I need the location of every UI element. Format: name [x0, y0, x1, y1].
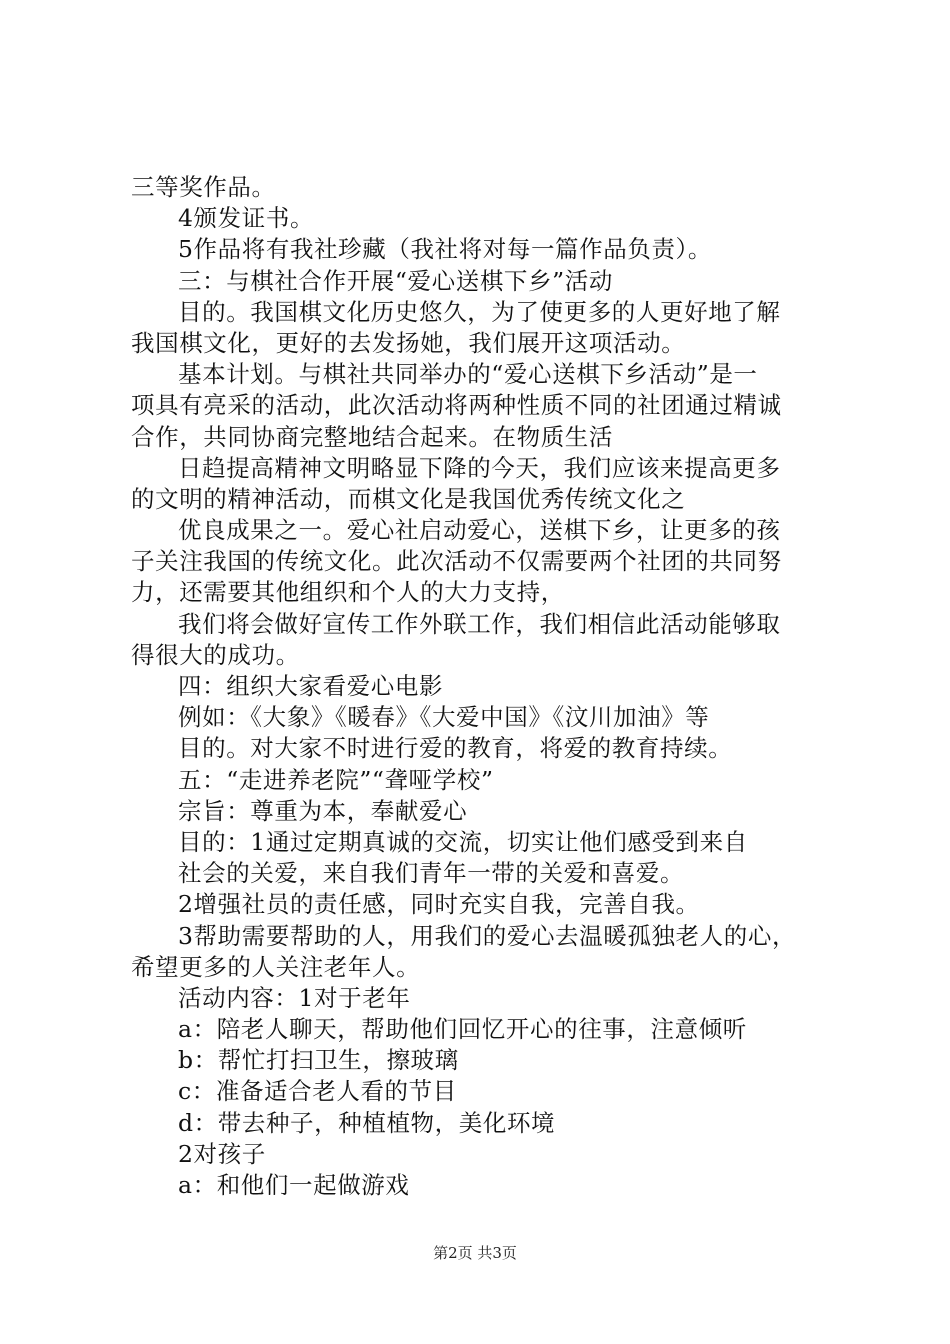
- text-line: 目的。我国棋文化历史悠久，为了使更多的人更好地了解: [178, 297, 781, 326]
- page-footer: 第2页 共3页: [433, 1244, 517, 1262]
- text-line: 优良成果之一。爱心社启动爱心，送棋下乡，让更多的孩: [178, 516, 781, 545]
- document-body: [131, 172, 836, 1201]
- list-item: d：带去种子，种植植物，美化环境: [178, 1108, 556, 1137]
- section-heading: 三：与棋社合作开展“爱心送棋下乡”活动: [178, 266, 613, 295]
- text-line: 我国棋文化，更好的去发扬她，我们展开这项活动。: [131, 328, 686, 357]
- list-item: c：准备适合老人看的节目: [178, 1077, 457, 1106]
- text-line: 例如：《大象》《暖春》《大爱中国》《汶川加油》等: [178, 703, 710, 732]
- text-line: 活动内容：1对于老年: [178, 983, 411, 1012]
- list-item: a：和他们一起做游戏: [178, 1171, 410, 1199]
- section-heading: 四：组织大家看爱心电影: [178, 672, 444, 700]
- text-line: 4颁发证书。: [178, 204, 315, 233]
- text-line: 宗旨：尊重为本，奉献爱心: [178, 796, 468, 825]
- text-line: 日趋提高精神文明略显下降的今天，我们应该来提高更多: [178, 453, 781, 482]
- text-line: 得很大的成功。: [131, 640, 300, 669]
- text-line: 合作，共同协商完整地结合起来。在物质生活: [131, 422, 613, 451]
- text-line: 希望更多的人关注老年人。: [131, 952, 421, 981]
- text-line: 三等奖作品。: [131, 173, 276, 201]
- text-line: 目的。对大家不时进行爱的教育，将爱的教育持续。: [178, 734, 733, 763]
- text-line: 5作品将有我社珍藏（我社将对每一篇作品负责）。: [178, 235, 713, 264]
- text-line: 2增强社员的责任感，同时充实自我，完善自我。: [178, 890, 700, 919]
- text-line: 2对孩子: [178, 1139, 266, 1168]
- list-item: a：陪老人聊天，帮助他们回忆开心的往事，注意倾听: [178, 1015, 747, 1044]
- text-line: 3帮助需要帮助的人，用我们的爱心去温暖孤独老人的心，: [178, 921, 797, 950]
- section-heading: 五：“走进养老院”“聋哑学校”: [178, 765, 494, 794]
- text-line: 子关注我国的传统文化。此次活动不仅需要两个社团的共同努: [131, 547, 782, 576]
- text-line: 项具有亮采的活动，此次活动将两种性质不同的社团通过精诚: [131, 391, 782, 420]
- text-line: 基本计划。与棋社共同举办的“爱心送棋下乡活动”是一: [178, 360, 758, 389]
- list-item: b：帮忙打扫卫生，擦玻璃: [178, 1046, 459, 1075]
- text-line: 目的：1通过定期真诚的交流，切实让他们感受到来自: [178, 827, 748, 856]
- text-line: 的文明的精神活动，而棋文化是我国优秀传统文化之: [131, 484, 686, 513]
- text-line: 力，还需要其他组织和个人的大力支持，: [131, 578, 565, 607]
- text-line: 社会的关爱，来自我们青年一带的关爱和喜爱。: [178, 859, 685, 888]
- text-line: 我们将会做好宣传工作外联工作，我们相信此活动能够取: [178, 609, 781, 638]
